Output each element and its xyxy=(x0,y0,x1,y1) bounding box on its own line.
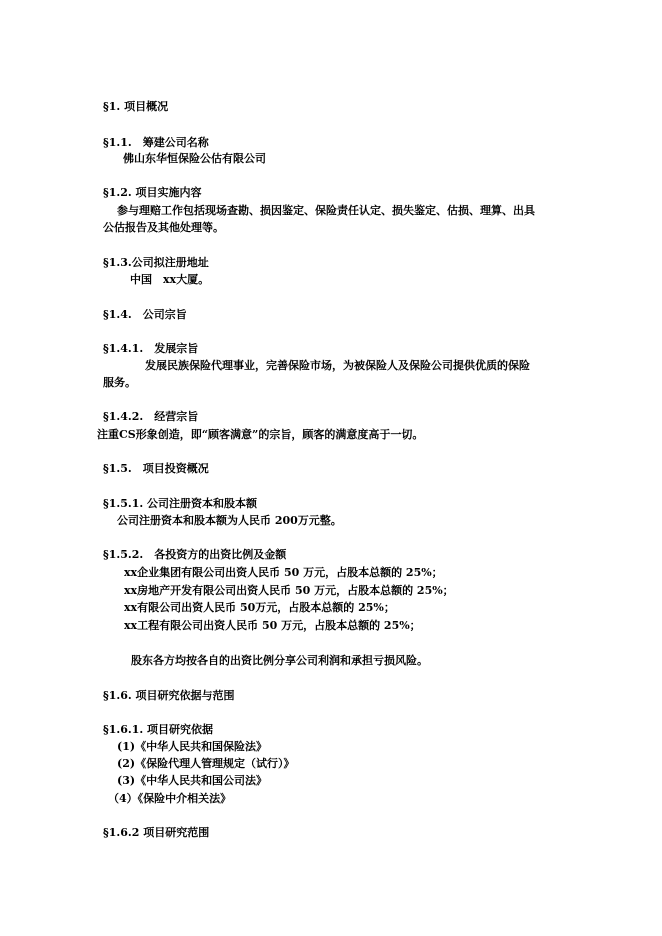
business-purpose-text: 注重CS形象创造，即“顾客满意”的宗旨，顾客的满意度高于一切。 xyxy=(97,428,424,441)
dev-purpose-line-2: 服务。 xyxy=(103,376,136,389)
shareholder-note: 股东各方均按各自的出资比例分享公司利润和承担亏损风险。 xyxy=(131,654,428,667)
scope-text-line-2: 公估报告及其他处理等。 xyxy=(103,221,224,234)
investor-item: xx工程有限公司出资人民币 50 万元，占股本总额的 25%； xyxy=(124,619,421,632)
company-name-text: 佛山东华恒保险公估有限公司 xyxy=(123,152,266,165)
heading-1-6-2: §1.6.2 项目研究范围 xyxy=(103,826,210,839)
heading-1-2: §1.2. 项目实施内容 xyxy=(103,186,202,199)
heading-1-4: §1.4. 公司宗旨 xyxy=(103,308,187,321)
heading-1-6: §1.6. 项目研究依据与范围 xyxy=(103,689,235,702)
law-item: (2)《保险代理人管理规定（试行）》 xyxy=(117,757,295,770)
heading-1-4-2: §1.4.2. 经营宗旨 xyxy=(103,410,199,423)
law-item: （4）《保险中介相关法》 xyxy=(108,792,232,805)
heading-1-5-2: §1.5.2. 各投资方的出资比例及金额 xyxy=(103,548,287,561)
law-item: (3)《中华人民共和国公司法》 xyxy=(117,774,268,787)
heading-1-6-1: §1.6.1. 项目研究依据 xyxy=(103,723,214,736)
capital-text: 公司注册资本和股本额为人民币 200万元整。 xyxy=(117,514,342,527)
heading-1-5-1: §1.5.1. 公司注册资本和股本额 xyxy=(103,497,258,510)
address-text: 中国 xx大厦。 xyxy=(130,273,210,286)
investor-item: xx房地产开发有限公司出资人民币 50 万元，占股本总额的 25%； xyxy=(124,584,454,597)
heading-1-1: §1.1. 筹建公司名称 xyxy=(103,136,209,149)
heading-1-5: §1.5. 项目投资概况 xyxy=(103,462,209,475)
heading-1: §1. 项目概况 xyxy=(103,100,169,113)
dev-purpose-line-1: 发展民族保险代理事业，完善保险市场，为被保险人及保险公司提供优质的保险 xyxy=(145,359,530,372)
heading-1-4-1: §1.4.1. 发展宗旨 xyxy=(103,342,199,355)
investor-item: xx企业集团有限公司出资人民币 50 万元，占股本总额的 25%； xyxy=(124,566,443,579)
investor-item: xx有限公司出资人民币 50万元，占股本总额的 25%； xyxy=(124,601,395,614)
scope-text-line-1: 参与理赔工作包括现场查勘、损因鉴定、保险责任认定、损失鉴定、估损、理算、出具 xyxy=(117,204,535,217)
law-item: (1)《中华人民共和国保险法》 xyxy=(117,740,268,753)
heading-1-3: §1.3.公司拟注册地址 xyxy=(103,256,209,269)
